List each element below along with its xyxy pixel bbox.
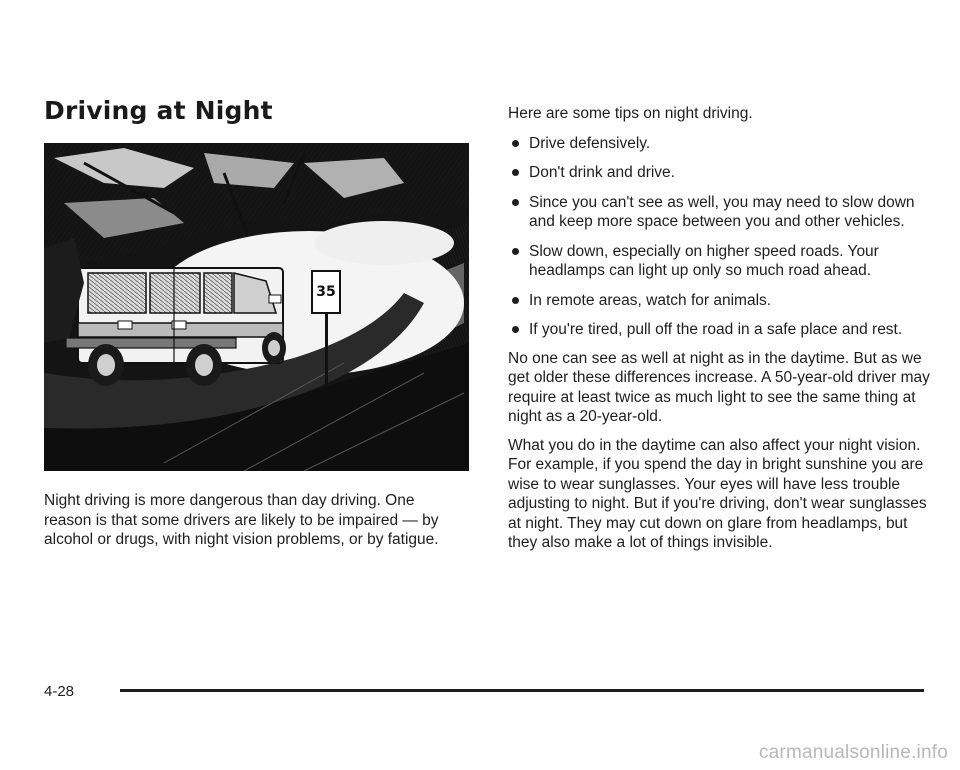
age-vision-paragraph: No one can see as well at night as in the daytime. But as we get older these differences increase. A 50-year-old driver may require at least twice as much light to see the same thing at night as a 20-year-old.	[508, 349, 930, 425]
bullet-icon	[512, 140, 519, 147]
tips-list	[508, 134, 938, 340]
bullet-icon	[512, 297, 519, 304]
night-driving-illustration	[44, 143, 469, 471]
page-number: 4-28	[44, 683, 75, 700]
tip-item: Drive defensively.	[508, 134, 938, 154]
sign-post	[325, 310, 328, 385]
night-danger-paragraph: Night driving is more dangerous than day driving. One reason is that some drivers are likely to be impaired — by alcohol or drugs, with night vision problems, or by fatigue.	[44, 492, 439, 548]
bullet-icon	[512, 326, 519, 333]
bullet-icon	[512, 169, 519, 176]
illustration-svg	[44, 143, 469, 471]
bullet-icon	[512, 248, 519, 255]
speed-sign-number: 35	[316, 284, 336, 300]
tip-item: Don't drink and drive.	[508, 163, 938, 183]
tips-column	[508, 104, 938, 553]
tip-item: If you're tired, pull off the road in a safe place and rest.	[508, 320, 938, 340]
bullet-icon	[512, 199, 519, 206]
tip-item: Since you can't see as well, you may need to slow down and keep more space between you and other vehicles.	[508, 193, 938, 232]
tips-intro: Here are some tips on night driving.	[508, 105, 753, 122]
tip-item: Slow down, especially on higher speed roads. Your headlamps can light up only so much road ahead.	[508, 242, 938, 281]
tip-item: In remote areas, watch for animals.	[508, 291, 938, 311]
daytime-effects-paragraph: What you do in the daytime can also affect your night vision. For example, if you spend the day in bright sunshine you are wise to wear sunglasses. Your eyes will have less trouble adjusting to night. But if you're driving, don't wear sunglasses at night. They may cut down on glare from headlamps, but they also make a lot of things invisible.	[508, 436, 927, 551]
page-title: Driving at Night	[44, 96, 273, 125]
site-watermark: carmanualsonline.info	[758, 742, 948, 763]
footer-rule	[120, 689, 924, 692]
